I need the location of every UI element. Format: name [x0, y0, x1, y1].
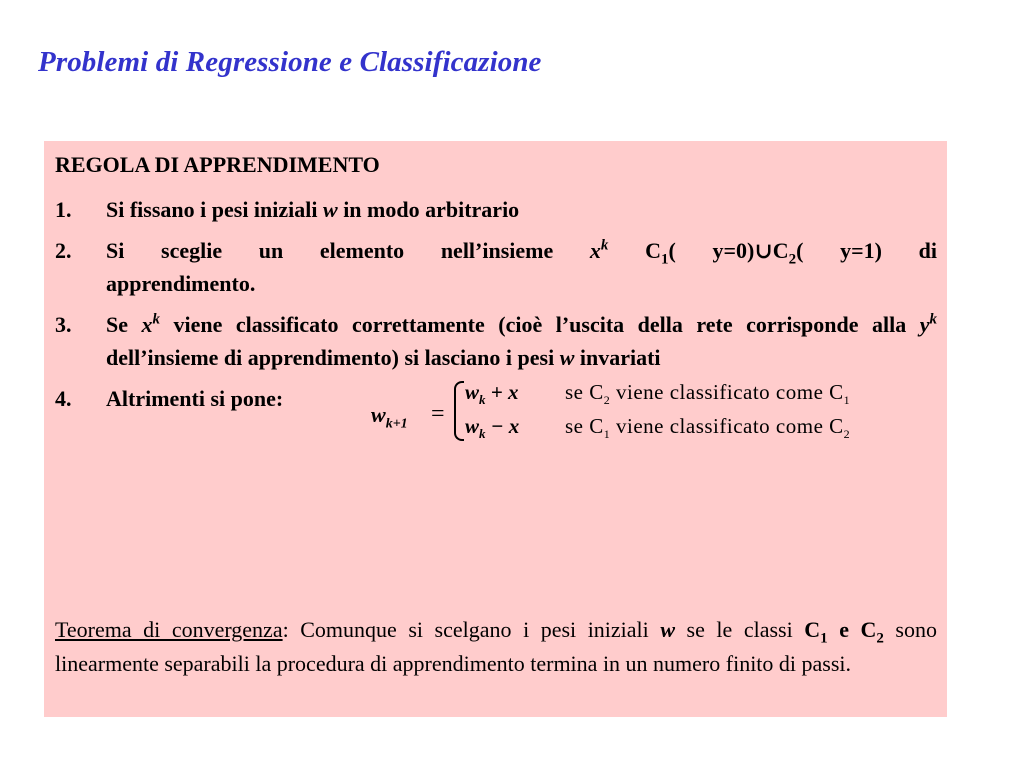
text-span: ( y=0)∪C	[668, 238, 789, 263]
text-span: Se	[106, 312, 142, 337]
step-4	[55, 382, 937, 448]
step-text	[106, 308, 937, 374]
class-c1	[804, 617, 884, 647]
step-3	[55, 308, 937, 374]
step-text: Altrimenti si pone:	[106, 386, 284, 411]
lhs-subscript: k+1	[385, 416, 408, 432]
subscript-k: k	[479, 426, 486, 442]
var-w: w	[559, 345, 575, 370]
subscript: 1	[820, 630, 828, 647]
box-heading: REGOLA DI APPRENDIMENTO	[55, 152, 380, 177]
text-span: viene classificato correttamente (cioè l’uscita della rete corrisponde alla	[160, 312, 920, 337]
text-span: viene classificato come C	[610, 414, 844, 438]
text-span: se C	[565, 414, 604, 438]
step-number: 4.	[55, 386, 72, 411]
var-w: w	[465, 414, 480, 438]
subscript: 2	[603, 393, 611, 408]
subscript-k: k	[479, 392, 486, 408]
theorem-label: Teorema di convergenza	[55, 617, 283, 642]
text-span: ( y=1) di	[796, 238, 937, 263]
subscript: 1	[660, 251, 669, 268]
steps-list	[55, 193, 937, 448]
text-span: C	[608, 238, 661, 263]
left-brace	[454, 381, 464, 441]
superscript-k: k	[152, 311, 160, 328]
superscript-k: k	[929, 311, 938, 328]
text-span: dell’insieme di apprendimento) si lasciano i pesi	[106, 345, 560, 370]
text-span: in modo arbitrario	[337, 197, 520, 222]
equals-sign: =	[431, 401, 445, 427]
text-span: C	[804, 617, 821, 642]
step-text	[106, 234, 937, 300]
text-span: se C	[565, 380, 604, 404]
var-y: y	[919, 312, 930, 337]
text-span: Si fissano i pesi iniziali	[106, 197, 323, 222]
superscript-k: k	[600, 237, 609, 254]
text-span: Si sceglie un elemento nell’insieme	[106, 238, 590, 263]
text-span: se le classi	[675, 617, 805, 642]
formula-lhs	[371, 398, 408, 431]
text-span: sono linearmente separabili la procedura di apprendimento termina in un numero finito di passi.	[55, 617, 937, 676]
case-expression	[465, 376, 565, 409]
var-w: w	[323, 197, 338, 222]
var-w: w	[660, 617, 676, 642]
subscript: 2	[876, 630, 884, 647]
subscript: 1	[603, 427, 611, 442]
text-span: viene classificato come C	[610, 380, 844, 404]
text-line: apprendimento.	[106, 271, 256, 296]
var-w: w	[465, 380, 480, 404]
var-x: x	[589, 238, 601, 263]
subscript: 2	[843, 427, 851, 442]
subscript: 2	[788, 251, 797, 268]
text-span: invariati	[574, 345, 661, 370]
learning-rule-box	[44, 141, 947, 717]
step-number: 1.	[55, 197, 72, 222]
formula-case-2	[465, 410, 850, 443]
operator-term: + x	[485, 380, 519, 404]
step-number: 2.	[55, 238, 72, 263]
case-expression	[465, 410, 565, 443]
formula-case-1	[465, 376, 850, 409]
var-x: x	[141, 312, 153, 337]
subscript: 1	[843, 393, 851, 408]
lhs-var: w	[371, 402, 386, 427]
step-1	[55, 193, 937, 226]
step-2	[55, 234, 937, 300]
page-title: Problemi di Regressione e Classificazione	[38, 46, 542, 78]
operator-term: − x	[485, 414, 520, 438]
text-span: e C	[827, 617, 877, 642]
justified-line	[106, 234, 937, 267]
update-formula	[371, 376, 961, 446]
step-number: 3.	[55, 312, 72, 337]
case-condition	[565, 414, 851, 442]
text-span: : Comunque si scelgano i pesi iniziali	[282, 617, 661, 642]
step-text	[106, 193, 937, 226]
convergence-theorem	[55, 613, 937, 681]
case-condition	[565, 380, 851, 408]
